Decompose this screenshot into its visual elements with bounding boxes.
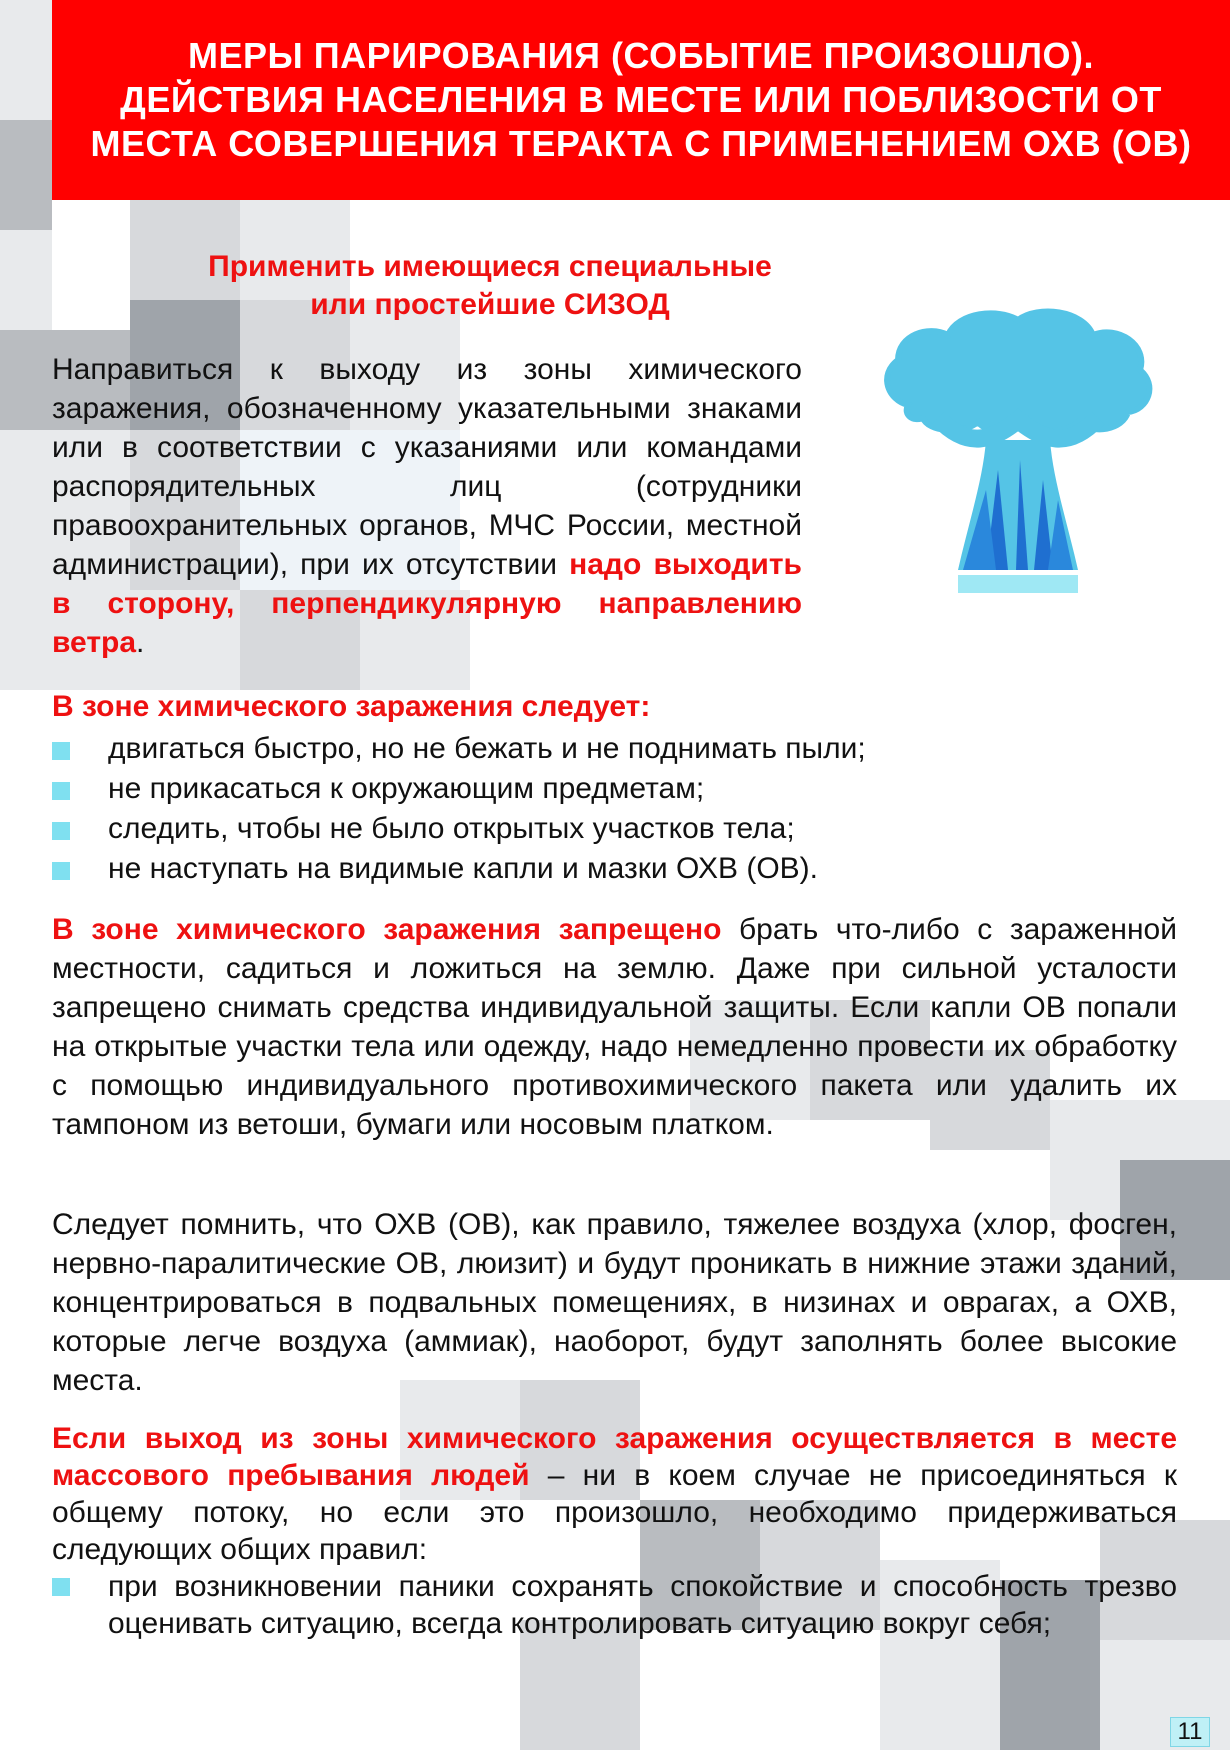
paragraph-prohibited: В зоне химического заражения запрещено брать что-либо с зараженной местности, садиться и ложиться на землю. Даже при сильной усталости запрещено снимать средства индивидуальной защиты. Если капли ОВ попали на открытые участки тела или одежду, надо немедленно провести их обработку с помощью индивидуального противохимического пакета или удалить их тампоном из ветоши, бумаги или носовым платком.	[52, 913, 1177, 1141]
paragraph-crowd: Если выход из зоны химического заражения осуществляется в месте массового пребывания людей – ни в коем случае не присоединяться к общему потоку, но если это произошло, необходимо придерживаться следующих общих правил:	[52, 1422, 1177, 1566]
subtitle-line-1: Применить имеющиеся специальные	[208, 250, 772, 283]
paragraph-remember: Следует помнить, что ОХВ (ОВ), как правило, тяжелее воздуха (хлор, фосген, нервно-паралитические ОВ, люизит) и будут проникать в нижние этажи зданий, концентрироваться в подвальных помещениях, в низинах и оврагах, а ОХВ, которые легче воздуха (аммиак), наоборот, будут заполнять более высокие места.	[52, 1208, 1177, 1397]
page-header	[52, 0, 1230, 200]
page-number: 11	[1170, 1717, 1210, 1747]
square-bullet-icon	[52, 1578, 70, 1596]
title-line-2: ДЕЙСТВИЯ НАСЕЛЕНИЯ В МЕСТЕ ИЛИ ПОБЛИЗОСТИ ОТ	[120, 79, 1162, 120]
square-bullet-icon	[52, 862, 70, 880]
list-item: не прикасаться к окружающим предметам;	[52, 769, 1172, 809]
list-item: двигаться быстро, но не бежать и не поднимать пыли;	[52, 729, 1172, 769]
highlight-prohibited: В зоне химического заражения запрещено	[52, 913, 722, 946]
section-title-should: В зоне химического заражения следует:	[52, 690, 651, 723]
subtitle-line-2: или простейшие СИЗОД	[310, 288, 670, 321]
square-bullet-icon	[52, 742, 70, 760]
list-item: не наступать на видимые капли и мазки ОХВ (ОВ).	[52, 849, 1172, 889]
square-bullet-icon	[52, 822, 70, 840]
highlight-wind-direction: надо выходить в сторону, перпендикулярную направлению ветра	[52, 548, 803, 659]
title-line-3: МЕСТА СОВЕРШЕНИЯ ТЕРАКТА С ПРИМЕНЕНИЕМ ОХВ (ОВ)	[90, 123, 1192, 164]
list-item: при возникновении паники сохранять спокойствие и способность трезво оценивать ситуацию, всегда контролировать ситуацию вокруг себя;	[52, 1568, 1177, 1642]
square-bullet-icon	[52, 782, 70, 800]
subtitle	[150, 248, 830, 324]
rules-list	[52, 1568, 1177, 1642]
page-title	[66, 34, 1216, 166]
title-line-1: МЕРЫ ПАРИРОВАНИЯ (СОБЫТИЕ ПРОИЗОШЛО).	[188, 35, 1094, 76]
mushroom-cloud-icon	[868, 300, 1168, 600]
list-item: следить, чтобы не было открытых участков тела;	[52, 809, 1172, 849]
paragraph-exit-directions: Направиться к выходу из зоны химического заражения, обозначенному указательными знаками или в соответствии с указаниями или командами распорядительных лиц (сотрудники правоохранительных органов, МЧС России, местной администрации), при их отсутствии надо выходить в сторону, перпендикулярную направлению ветра.	[52, 353, 803, 659]
should-list	[52, 729, 1172, 889]
highlight-crowd: Если выход из зоны химического заражения осуществляется в месте массового пребывания людей	[52, 1422, 1177, 1492]
